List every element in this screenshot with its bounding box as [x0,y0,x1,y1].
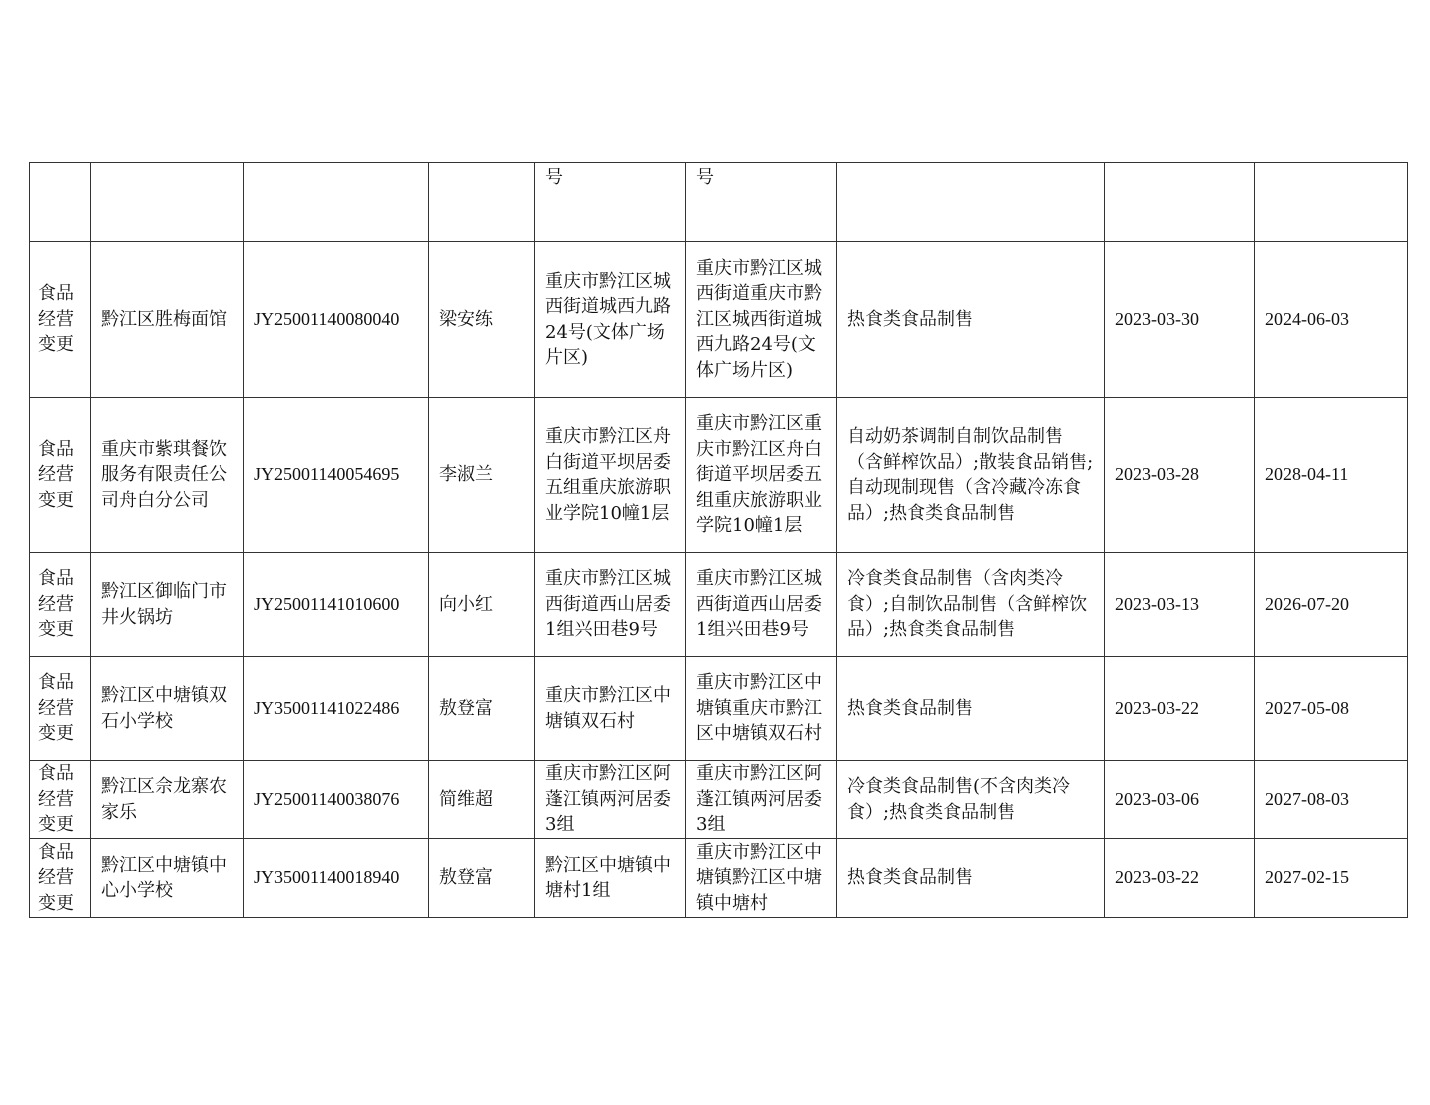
cell-type: 食品经营变更 [30,398,91,553]
cell-license: JY35001141022486 [244,657,429,761]
table-row-continuation [30,163,1408,242]
table-row [30,553,1408,657]
cell-issue-date: 2023-03-06 [1105,761,1255,839]
cell-license: JY25001140054695 [244,398,429,553]
cell-name: 黔江区中塘镇双石小学校 [91,657,244,761]
cell-person: 敖登富 [429,657,535,761]
cell-expiry-date [1255,163,1408,242]
table-row [30,242,1408,398]
cell-type: 食品经营变更 [30,761,91,839]
cell-expiry-date: 2027-08-03 [1255,761,1408,839]
food-permit-table [29,162,1408,918]
cell-scope: 冷食类食品制售(不含肉类冷食）;热食类食品制售 [837,761,1105,839]
cell-issue-date: 2023-03-22 [1105,657,1255,761]
cell-scope: 热食类食品制售 [837,839,1105,918]
cell-name: 黔江区胜梅面馆 [91,242,244,398]
cell-biz-address: 重庆市黔江区重庆市黔江区舟白街道平坝居委五组重庆旅游职业学院10幢1层 [686,398,837,553]
cell-expiry-date: 2027-02-15 [1255,839,1408,918]
cell-reg-address: 黔江区中塘镇中塘村1组 [535,839,686,918]
table-row [30,761,1408,839]
cell-issue-date: 2023-03-22 [1105,839,1255,918]
cell-expiry-date: 2026-07-20 [1255,553,1408,657]
cell-license: JY25001141010600 [244,553,429,657]
cell-biz-address: 重庆市黔江区城西街道重庆市黔江区城西街道城西九路24号(文体广场片区) [686,242,837,398]
cell-license: JY25001140080040 [244,242,429,398]
cell-name: 重庆市紫琪餐饮服务有限责任公司舟白分公司 [91,398,244,553]
cell-license: JY25001140038076 [244,761,429,839]
cell-person: 李淑兰 [429,398,535,553]
table-row [30,839,1408,918]
cell-biz-address: 号 [686,163,837,242]
cell-scope: 热食类食品制售 [837,242,1105,398]
cell-issue-date: 2023-03-13 [1105,553,1255,657]
cell-biz-address: 重庆市黔江区中塘镇重庆市黔江区中塘镇双石村 [686,657,837,761]
cell-biz-address: 重庆市黔江区阿蓬江镇两河居委3组 [686,761,837,839]
cell-type [30,163,91,242]
cell-reg-address: 重庆市黔江区中塘镇双石村 [535,657,686,761]
cell-scope: 冷食类食品制售（含肉类冷食）;自制饮品制售（含鲜榨饮品）;热食类食品制售 [837,553,1105,657]
cell-issue-date: 2023-03-28 [1105,398,1255,553]
cell-type: 食品经营变更 [30,657,91,761]
cell-type: 食品经营变更 [30,839,91,918]
cell-reg-address: 重庆市黔江区城西街道城西九路24号(文体广场片区) [535,242,686,398]
cell-name: 黔江区佘龙寨农家乐 [91,761,244,839]
cell-name: 黔江区御临门市井火锅坊 [91,553,244,657]
cell-scope [837,163,1105,242]
cell-type: 食品经营变更 [30,242,91,398]
cell-expiry-date: 2024-06-03 [1255,242,1408,398]
cell-scope: 自动奶茶调制自制饮品制售（含鲜榨饮品）;散装食品销售;自动现制现售（含冷藏冷冻食品）;热食类食品制售 [837,398,1105,553]
cell-reg-address: 重庆市黔江区城西街道西山居委1组兴田巷9号 [535,553,686,657]
cell-person: 向小红 [429,553,535,657]
cell-biz-address: 重庆市黔江区中塘镇黔江区中塘镇中塘村 [686,839,837,918]
cell-biz-address: 重庆市黔江区城西街道西山居委1组兴田巷9号 [686,553,837,657]
cell-person [429,163,535,242]
cell-type: 食品经营变更 [30,553,91,657]
table-row [30,398,1408,553]
cell-issue-date [1105,163,1255,242]
cell-name [91,163,244,242]
cell-license [244,163,429,242]
cell-person: 简维超 [429,761,535,839]
cell-expiry-date: 2027-05-08 [1255,657,1408,761]
cell-reg-address: 号 [535,163,686,242]
cell-name: 黔江区中塘镇中心小学校 [91,839,244,918]
cell-reg-address: 重庆市黔江区舟白街道平坝居委五组重庆旅游职业学院10幢1层 [535,398,686,553]
cell-person: 梁安练 [429,242,535,398]
table-row [30,657,1408,761]
cell-reg-address: 重庆市黔江区阿蓬江镇两河居委3组 [535,761,686,839]
cell-license: JY35001140018940 [244,839,429,918]
cell-issue-date: 2023-03-30 [1105,242,1255,398]
cell-expiry-date: 2028-04-11 [1255,398,1408,553]
cell-scope: 热食类食品制售 [837,657,1105,761]
cell-person: 敖登富 [429,839,535,918]
